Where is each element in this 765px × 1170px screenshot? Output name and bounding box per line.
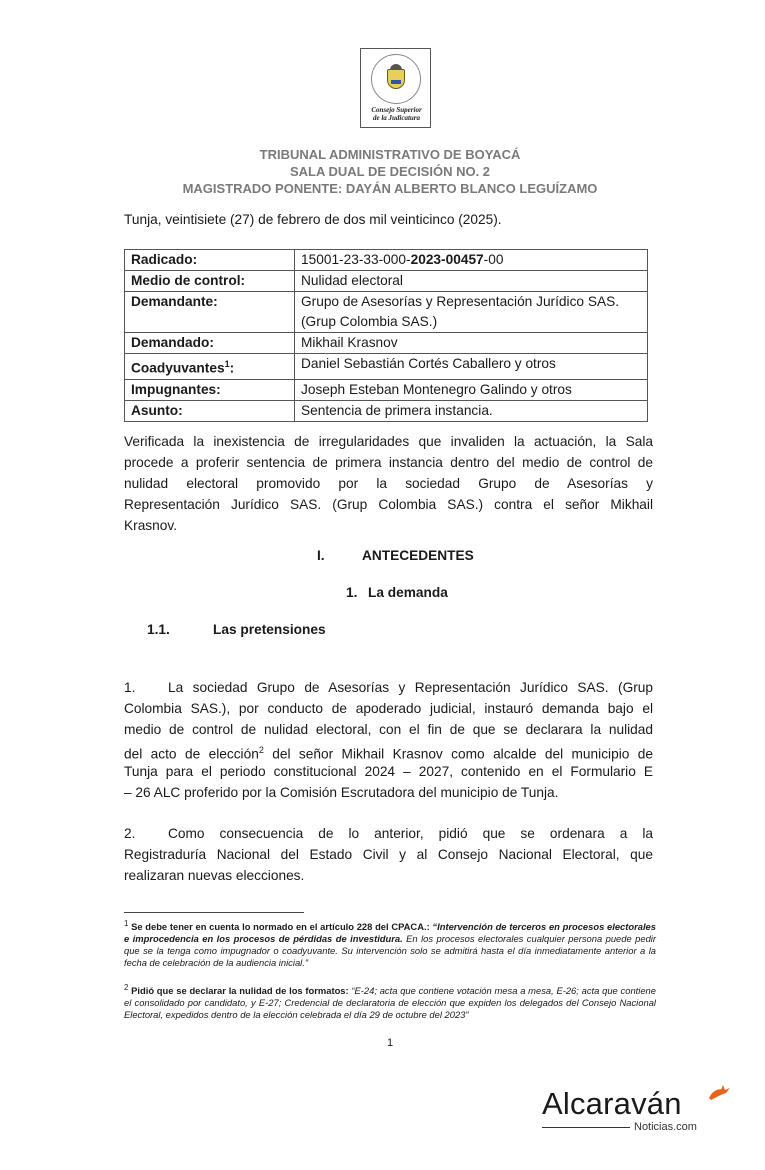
footnote-2 bbox=[124, 982, 656, 1021]
intro-line: nulidad electoral promovido por la sociedad Grupo de Asesorías y bbox=[124, 476, 653, 491]
row-value: Joseph Esteban Montenegro Galindo y otros bbox=[295, 379, 648, 400]
footnote-1-quote: En los procesos electorales cualquier persona puede pedir que se la tenga como impugnador o coadyuvante. Su intervención solo se admitirá hasta el día inmediatamente anterior a la fecha de celebración de la audiencia inicial.” bbox=[124, 933, 656, 969]
radicado-number: 2023-00457 bbox=[410, 252, 484, 267]
intro-line: Krasnov. bbox=[124, 518, 177, 533]
row-value: Daniel Sebastián Cortés Caballero y otros bbox=[295, 354, 648, 380]
section-number: I. bbox=[317, 548, 325, 563]
radicado-suffix: -00 bbox=[483, 252, 504, 267]
row-label: Radicado: bbox=[125, 250, 295, 271]
judicial-seal bbox=[360, 48, 431, 128]
alcaravan-logo bbox=[542, 1086, 732, 1138]
paragraph-number: 1. bbox=[124, 680, 136, 695]
intro-line: Verificada la inexistencia de irregularidades que invaliden la actuación, la Sala bbox=[124, 434, 653, 449]
table-row bbox=[125, 333, 648, 354]
footnote-1-lead: Se debe tener en cuenta lo normado en el artículo 228 del CPACA.: bbox=[128, 921, 433, 933]
row-value: Sentencia de primera instancia. bbox=[295, 400, 648, 421]
footnote-2-number: 2 bbox=[124, 983, 129, 992]
section-title: ANTECEDENTES bbox=[362, 548, 474, 563]
logo-name: Alcaraván bbox=[542, 1086, 682, 1121]
footnote-ref-1[interactable]: 1 bbox=[224, 359, 230, 369]
row-value bbox=[295, 292, 648, 333]
coat-of-arms-icon bbox=[387, 69, 405, 89]
paragraph-line: Como consecuencia de lo anterior, pidió que se ordenara a la bbox=[168, 826, 653, 841]
footnote-2-quote: “E-24; acta que contiene votación mesa a mesa, E-26; acta que contiene el consolidado por candidato, y E-27; Credencial de declaratoria de elección que expiden los delegados del Consejo Nacional Electoral, expedidos dentro de la elección celebrada el día 29 de octubre del 2023” bbox=[124, 985, 656, 1021]
paragraph-line: Colombia SAS.), por conducto de apoderado judicial, instauró demanda bajo el bbox=[124, 701, 653, 716]
row-label bbox=[125, 354, 295, 380]
bird-icon bbox=[707, 1084, 731, 1106]
case-info-table bbox=[124, 249, 648, 422]
paragraph-number: 2. bbox=[124, 826, 136, 841]
page-number: 1 bbox=[386, 1037, 394, 1049]
footnote-1 bbox=[124, 918, 656, 969]
subsubsection-number: 1.1. bbox=[147, 622, 170, 637]
seal-caption-line2: de la Judicatura bbox=[372, 114, 421, 122]
seal-caption bbox=[363, 106, 430, 122]
row-label: Asunto: bbox=[125, 400, 295, 421]
logo-underline bbox=[542, 1127, 630, 1128]
table-row bbox=[125, 400, 648, 421]
radicado-prefix: 15001-23-33-000- bbox=[301, 252, 411, 267]
paragraph-line: La sociedad Grupo de Asesorías y Representación Jurídico SAS. (Grup bbox=[168, 680, 653, 695]
table-row bbox=[125, 271, 648, 292]
table-row bbox=[125, 292, 648, 333]
line-text: del acto de elección bbox=[124, 746, 259, 762]
table-row bbox=[125, 250, 648, 271]
plaintiff-alias: (Grup Colombia SAS.) bbox=[301, 314, 438, 329]
row-label: Demandante: bbox=[125, 292, 295, 333]
row-label: Impugnantes: bbox=[125, 379, 295, 400]
paragraph-line: – 26 ALC proferido por la Comisión Escrutadora del municipio de Tunja. bbox=[124, 785, 559, 800]
plaintiff-name: Grupo de Asesorías y Representación Jurídico SAS. bbox=[301, 294, 620, 309]
paragraph-line: Tunja para el periodo constitucional 2024 – 2027, contenido en el Formulario E bbox=[124, 764, 653, 779]
row-value: Mikhail Krasnov bbox=[295, 333, 648, 354]
chamber-name: SALA DUAL DE DECISIÓN NO. 2 bbox=[289, 164, 491, 179]
paragraph-line: medio de control de nulidad electoral, con el fin de que se declarara la nulidad bbox=[124, 722, 653, 737]
coadyuvantes-label: Coadyuvantes bbox=[131, 360, 225, 376]
table-row bbox=[125, 379, 648, 400]
magistrate-name: MAGISTRADO PONENTE: DAYÁN ALBERTO BLANCO LEGUÍZAMO bbox=[182, 181, 598, 196]
footnote-1-quote-title: “Intervención de terceros en procesos electorales e improcedencia en los procesos de pérdidas de investidura. bbox=[124, 921, 656, 945]
row-value bbox=[295, 250, 648, 271]
label-colon: : bbox=[229, 360, 235, 376]
row-value: Nulidad electoral bbox=[295, 271, 648, 292]
subsection-title: La demanda bbox=[368, 585, 448, 600]
paragraph-line: realizaran nuevas elecciones. bbox=[124, 868, 305, 883]
seal-caption-line1: Consejo Superior bbox=[371, 106, 422, 114]
row-label: Demandado: bbox=[125, 333, 295, 354]
footnote-1-number: 1 bbox=[124, 919, 129, 928]
footnote-divider bbox=[124, 912, 304, 913]
logo-subtitle: Noticias.com bbox=[634, 1121, 697, 1133]
footnote-2-lead: Pidió que se declarar la nulidad de los formatos: bbox=[128, 985, 352, 997]
court-name: TRIBUNAL ADMINISTRATIVO DE BOYACÁ bbox=[259, 147, 521, 162]
paragraph-line: Registraduría Nacional del Estado Civil y al Consejo Nacional Electoral, que bbox=[124, 847, 653, 862]
row-label: Medio de control: bbox=[125, 271, 295, 292]
intro-line: procede a proferir sentencia de primera instancia dentro del medio de control de bbox=[124, 455, 653, 470]
subsection-number: 1. bbox=[346, 585, 358, 600]
line-text: del señor Mikhail Krasnov como alcalde del municipio de bbox=[263, 746, 653, 762]
intro-line: Representación Jurídico SAS. (Grup Colombia SAS.) contra el señor Mikhail bbox=[124, 497, 653, 512]
subsubsection-title: Las pretensiones bbox=[213, 622, 326, 637]
date-line: Tunja, veintisiete (27) de febrero de dos mil veinticinco (2025). bbox=[124, 212, 502, 227]
table-row bbox=[125, 354, 648, 380]
footnote-ref-2[interactable]: 2 bbox=[258, 745, 264, 755]
